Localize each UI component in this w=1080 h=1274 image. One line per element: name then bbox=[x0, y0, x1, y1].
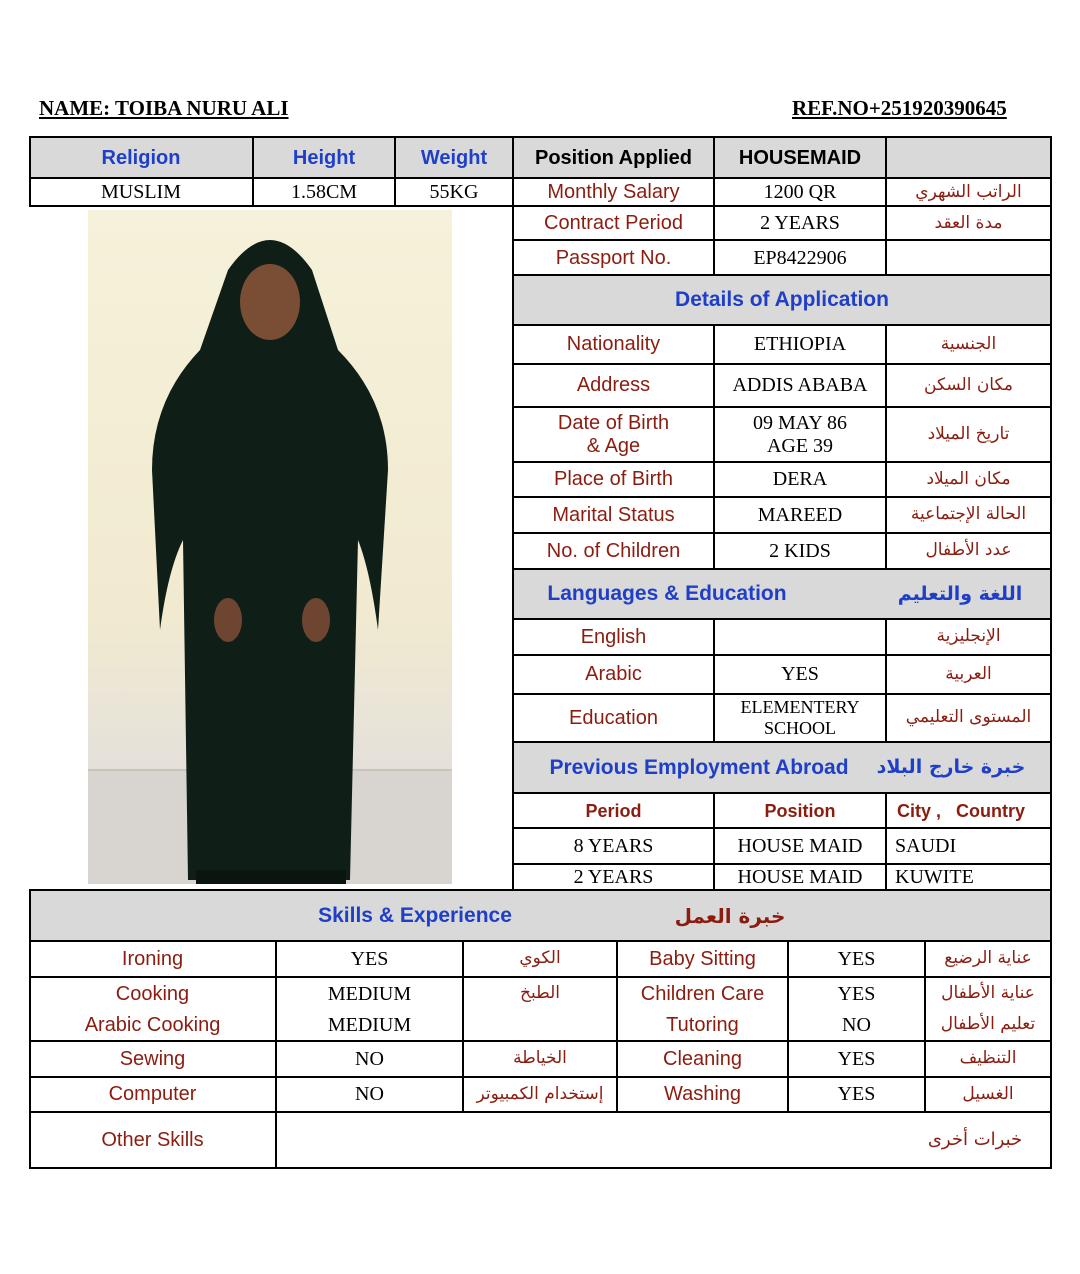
religion-value: MUSLIM bbox=[100, 181, 181, 203]
position-applied-label: Position Applied bbox=[534, 146, 693, 169]
language-row-arabic: المستوى التعليمي bbox=[905, 707, 1032, 728]
skill-left-label: Arabic Cooking bbox=[84, 1013, 221, 1036]
employment-col-city-country: City , Country bbox=[897, 800, 1026, 821]
height-label: Height bbox=[292, 146, 356, 169]
skill-right-value: NO bbox=[842, 1013, 871, 1036]
skill-right-arabic: تعليم الأطفال bbox=[940, 1014, 1036, 1035]
skill-right-arabic: الغسيل bbox=[962, 1083, 1014, 1104]
reference-number: REF.NO+251920390645 bbox=[792, 96, 1007, 120]
skill-right-arabic: عناية الرضيع bbox=[944, 948, 1032, 969]
contract-arabic: مدة العقد bbox=[934, 212, 1003, 233]
skill-left-value: NO bbox=[355, 1047, 384, 1070]
weight-label: Weight bbox=[420, 146, 488, 169]
skill-left-arabic bbox=[464, 1010, 616, 1040]
language-row-label: Education bbox=[569, 706, 658, 729]
employment-title: Previous Employment Abroad bbox=[549, 755, 849, 779]
employment-row-period: 8 YEARS bbox=[573, 834, 654, 857]
skill-left-arabic: إستخدام الكمبيوتر bbox=[476, 1083, 604, 1104]
details-row-value: 2 KIDS bbox=[769, 539, 831, 562]
languages-title-arabic: اللغة والتعليم bbox=[897, 582, 1023, 605]
salary-arabic: الراتب الشهري bbox=[915, 181, 1022, 202]
details-row-label: Date of Birth & Age bbox=[557, 411, 670, 457]
skill-right-arabic: عناية الأطفال bbox=[941, 983, 1035, 1004]
salary-value: 1200 QR bbox=[763, 181, 837, 203]
skill-right-label: Washing bbox=[663, 1083, 742, 1105]
religion-label: Religion bbox=[101, 146, 181, 169]
details-row-label: No. of Children bbox=[546, 539, 681, 562]
passport-value: EP8422906 bbox=[753, 246, 847, 269]
language-row-value: ELEMENTERY SCHOOL bbox=[740, 697, 860, 738]
skill-right-arabic: التنظيف bbox=[959, 1048, 1017, 1069]
details-row-arabic: الحالة الإجتماعية bbox=[910, 504, 1027, 525]
contract-value: 2 YEARS bbox=[760, 212, 840, 234]
skill-left-arabic: الخياطة bbox=[513, 1048, 567, 1069]
candidate-name: NAME: TOIBA NURU ALI bbox=[39, 96, 289, 120]
skill-left-label: Computer bbox=[108, 1083, 197, 1105]
employment-row-country: SAUDI bbox=[895, 834, 957, 857]
skill-right-label: Cleaning bbox=[663, 1047, 742, 1070]
language-row-label: English bbox=[580, 625, 647, 648]
salary-label: Monthly Salary bbox=[547, 181, 680, 203]
employment-title-arabic: خبرة خارج البلاد bbox=[876, 756, 1026, 779]
skill-left-arabic: الطبخ bbox=[520, 983, 560, 1004]
skill-left-label: Cooking bbox=[115, 982, 190, 1005]
skill-right-label: Baby Sitting bbox=[649, 947, 756, 970]
skill-right-value: YES bbox=[837, 1047, 876, 1070]
details-row-label: Nationality bbox=[566, 333, 661, 355]
language-row-arabic: العربية bbox=[945, 663, 992, 684]
skill-right-value: YES bbox=[837, 947, 876, 970]
details-row-value: MAREED bbox=[757, 503, 843, 526]
details-title: Details of Application bbox=[675, 288, 889, 312]
details-row-arabic: مكان السكن bbox=[924, 374, 1013, 395]
skills-title: Skills & Experience bbox=[318, 903, 512, 927]
contract-label: Contract Period bbox=[544, 212, 683, 234]
language-row-arabic: الإنجليزية bbox=[936, 626, 1001, 647]
position-applied-value: HOUSEMAID bbox=[738, 146, 862, 169]
language-row-value: YES bbox=[781, 663, 819, 685]
employment-row-period: 2 YEARS bbox=[573, 865, 654, 888]
details-row-value: ADDIS ABABA bbox=[732, 374, 868, 396]
languages-title: Languages & Education bbox=[547, 582, 787, 606]
skill-left-value: NO bbox=[355, 1083, 384, 1105]
details-row-arabic: تاريخ الميلاد bbox=[927, 423, 1010, 444]
passport-label: Passport No. bbox=[555, 246, 672, 269]
details-row-label: Place of Birth bbox=[554, 468, 673, 490]
skill-left-label: Sewing bbox=[119, 1047, 186, 1070]
weight-value: 55KG bbox=[429, 181, 479, 203]
employment-col-position: Position bbox=[764, 800, 836, 821]
language-row-value bbox=[715, 620, 885, 654]
employment-col-period: Period bbox=[585, 800, 642, 821]
language-row-label: Arabic bbox=[585, 663, 642, 685]
details-row-value: ETHIOPIA bbox=[753, 333, 847, 355]
skill-left-arabic: الكوي bbox=[519, 948, 561, 969]
skill-right-value: YES bbox=[837, 1083, 876, 1105]
details-row-arabic: الجنسية bbox=[940, 333, 997, 354]
details-row-value: DERA bbox=[772, 468, 828, 490]
height-value: 1.58CM bbox=[290, 181, 358, 203]
other-skills-arabic: خبرات أخرى bbox=[927, 1129, 1023, 1151]
skill-left-value: MEDIUM bbox=[327, 1013, 412, 1036]
candidate-photo bbox=[88, 210, 452, 884]
details-row-arabic: عدد الأطفال bbox=[925, 540, 1012, 561]
skill-right-value: YES bbox=[837, 982, 876, 1005]
details-row-arabic: مكان الميلاد bbox=[926, 468, 1011, 489]
details-row-label: Address bbox=[576, 374, 651, 396]
skill-right-label: Tutoring bbox=[666, 1013, 739, 1036]
employment-row-position: HOUSE MAID bbox=[737, 865, 863, 888]
skills-title-arabic: خبرة العمل bbox=[674, 903, 786, 928]
skill-right-label: Children Care bbox=[640, 982, 765, 1005]
skill-left-value: YES bbox=[350, 947, 389, 970]
details-row-value: 09 MAY 86 AGE 39 bbox=[752, 411, 848, 457]
skill-left-label: Ironing bbox=[121, 947, 184, 970]
employment-row-position: HOUSE MAID bbox=[737, 834, 863, 857]
skill-left-value: MEDIUM bbox=[327, 982, 412, 1005]
other-skills-label: Other Skills bbox=[101, 1129, 204, 1151]
details-row-label: Marital Status bbox=[552, 503, 675, 526]
employment-row-country: KUWITE bbox=[895, 865, 974, 888]
